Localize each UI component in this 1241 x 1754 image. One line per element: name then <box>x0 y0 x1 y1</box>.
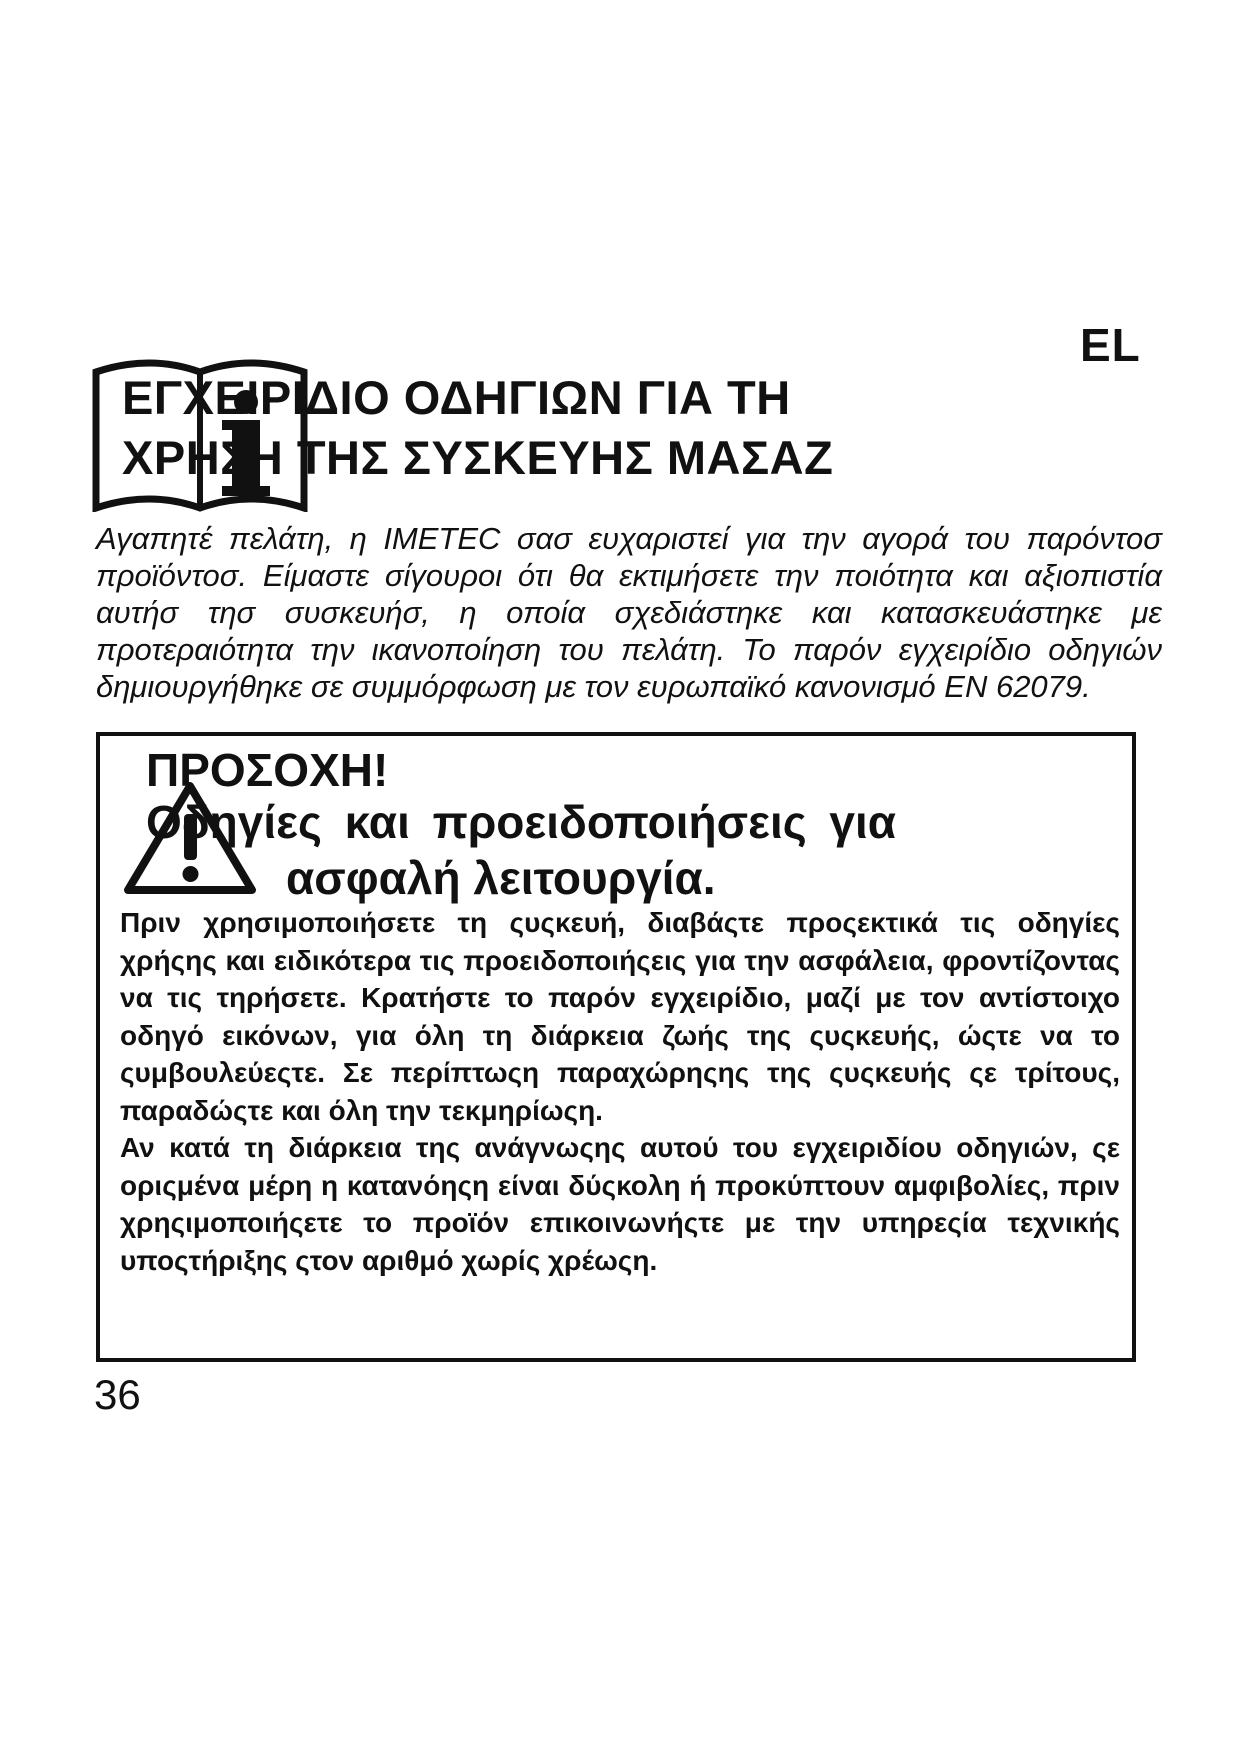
warning-title: ΠΡΟΣΟΧΗ! <box>146 744 389 796</box>
warning-body <box>120 904 1120 1279</box>
warning-subtitle-line-1: Οδηγίες και προειδοποιήσεις για <box>146 796 897 848</box>
page-number: 36 <box>94 1371 141 1418</box>
warning-paragraph-2: Αν κατά τη διάρκεια της ανάγνωςης αυτού του εγχειριδίου οδηγιών, ςε οριςμένα μέρη η κατανόηςη είναι δύςκολη ή προκύπτουν αμφιβολίες, πριν χρηςιμοποιήςετε το προϊόν επικοινωνήςτε με την υπηρεςία τεχνικής υποςτήριξης ςτον αριθμό χωρίς χρέωςη. <box>120 1132 1120 1276</box>
intro-paragraph: Αγαπητέ πελάτη, η IMETEC σασ ευχαριστεί για την αγορά του παρόντοσ προϊόντοσ. Είμαστε σίγουροι ότι θα εκτιμήσετε την ποιότητα και αξιοπιστία αυτήσ τησ συσκευήσ, η οποία σχεδιάστηκε και κατασκευάστηκε με προτεραιότητα την ικανοποίηση του πελάτη. Το παρόν εγχειρίδιο οδηγιών δημιουργήθηκε σε συμμόρφωση με τον ευρωπαϊκό κανονισμό EN 62079. <box>96 521 1162 704</box>
title-line-2: ΧΡΗΣΗ ΤΗΣ ΣΥΣΚΕΥΗΣ ΜΑΣΑΖ <box>122 431 834 484</box>
warning-paragraph-1: Πριν χρησιμοποιήσετε τη ςυςκευή, διαβάςτε προςεκτικά τις οδηγίες χρήςης και ειδικότερα τις προειδοποιήςεις για την ασφάλεια, φροντίζοντας να τις τηρήσετε. Κρατήστε το παρόν εγχειρίδιο, μαζί με τον αντίστοιχο οδηγό εικόνων, για όλη τη διάρκεια ζωής της ςυςκευής, ώςτε να το ςυμβουλεύεςτε. Σε περίπτωςη παραχώρηςης της ςυςκευής ςε τρίτους, παραδώςτε και όλη την τεκμηρίωςη. <box>120 907 1120 1126</box>
language-code: EL <box>1080 319 1141 371</box>
warning-subtitle <box>146 794 1026 906</box>
warning-subtitle-line-2: ασφαλή λειτουργία. <box>286 852 716 904</box>
title-line-1: ΕΓΧΕΙΡΙΔΙΟ ΟΔΗΓΙΩΝ ΓΙΑ ΤΗ <box>122 371 791 424</box>
manual-title <box>122 368 1122 488</box>
